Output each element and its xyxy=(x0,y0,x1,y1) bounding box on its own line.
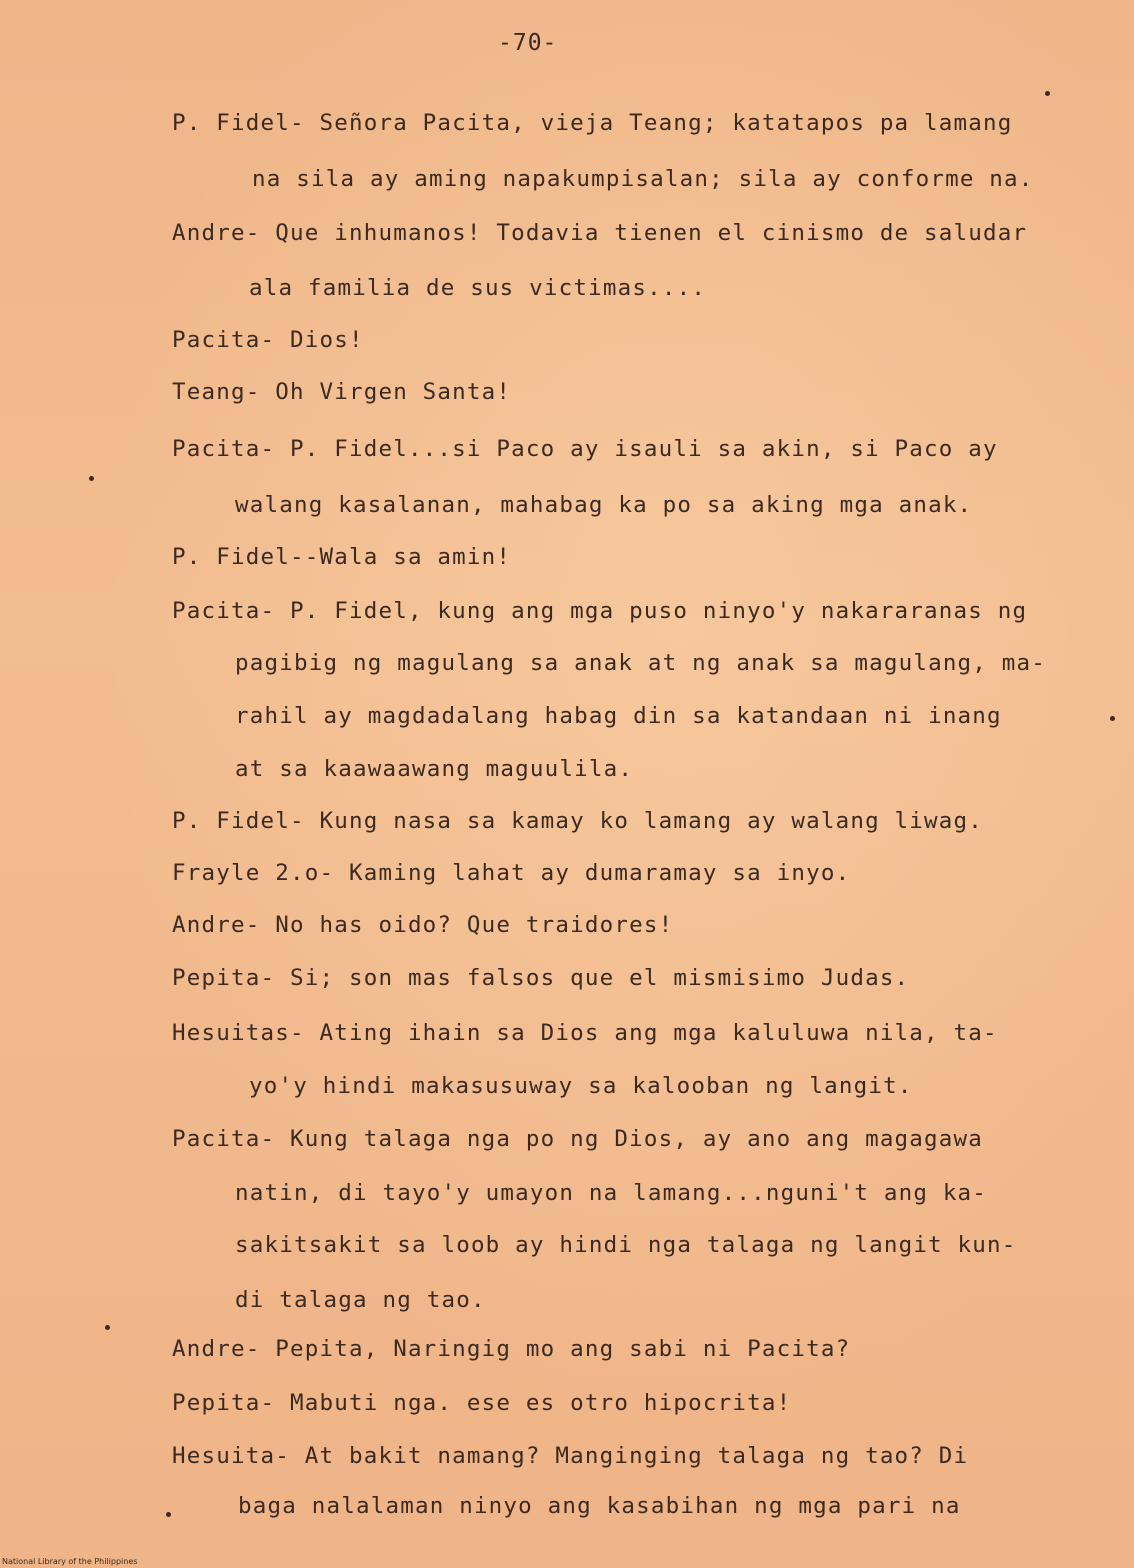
script-line: Hesuita- At bakit namang? Manginging talaga ng tao? Di xyxy=(172,1443,969,1469)
script-line: pagibig ng magulang sa anak at ng anak sa magulang, ma- xyxy=(235,650,1047,676)
script-line: Andre- Que inhumanos! Todavia tienen el cinismo de saludar xyxy=(172,220,1028,246)
script-line: rahil ay magdadalang habag din sa katandaan ni inang xyxy=(235,703,1002,729)
script-line: na sila ay aming napakumpisalan; sila ay conforme na. xyxy=(252,166,1034,192)
script-line: Andre- Pepita, Naringig mo ang sabi ni Pacita? xyxy=(172,1336,851,1362)
script-line: natin, di tayo'y umayon na lamang...nguni't ang ka- xyxy=(235,1180,988,1206)
script-line: P. Fidel--Wala sa amin! xyxy=(172,544,512,570)
script-line: Pacita- P. Fidel...si Paco ay isauli sa akin, si Paco ay xyxy=(172,436,998,462)
ink-speck xyxy=(89,476,94,481)
page-number: -70- xyxy=(498,30,558,56)
script-line: Andre- No has oido? Que traidores! xyxy=(172,912,674,938)
script-line: Pacita- Kung talaga nga po ng Dios, ay ano ang magagawa xyxy=(172,1126,984,1152)
ink-speck xyxy=(105,1325,110,1330)
script-line: sakitsakit sa loob ay hindi nga talaga ng langit kun- xyxy=(235,1232,1017,1258)
ink-speck xyxy=(166,1512,171,1517)
script-line: P. Fidel- Kung nasa sa kamay ko lamang ay walang liwag. xyxy=(172,808,984,834)
script-line: Pacita- P. Fidel, kung ang mga puso ninyo'y nakararanas ng xyxy=(172,598,1028,624)
script-line: walang kasalanan, mahabag ka po sa aking mga anak. xyxy=(235,492,973,518)
script-line: Pepita- Mabuti nga. ese es otro hipocrita! xyxy=(172,1390,792,1416)
ink-speck xyxy=(1045,91,1050,96)
script-line: P. Fidel- Señora Pacita, vieja Teang; katatapos pa lamang xyxy=(172,110,1013,136)
script-line: at sa kaawaawang maguulila. xyxy=(235,756,634,782)
script-line: Pepita- Si; son mas falsos que el mismisimo Judas. xyxy=(172,965,910,991)
script-line: Teang- Oh Virgen Santa! xyxy=(172,379,512,405)
ink-speck xyxy=(1110,716,1115,721)
script-line: yo'y hindi makasusuway sa kalooban ng langit. xyxy=(249,1073,913,1099)
script-line: Frayle 2.o- Kaming lahat ay dumaramay sa inyo. xyxy=(172,860,851,886)
script-line: baga nalalaman ninyo ang kasabihan ng mga pari na xyxy=(238,1493,961,1519)
script-line: di talaga ng tao. xyxy=(235,1287,486,1313)
script-line: ala familia de sus victimas.... xyxy=(249,275,707,301)
script-line: Hesuitas- Ating ihain sa Dios ang mga kaluluwa nila, ta- xyxy=(172,1020,998,1046)
library-footer: National Library of the Philippines xyxy=(2,1557,138,1566)
script-line: Pacita- Dios! xyxy=(172,327,364,353)
